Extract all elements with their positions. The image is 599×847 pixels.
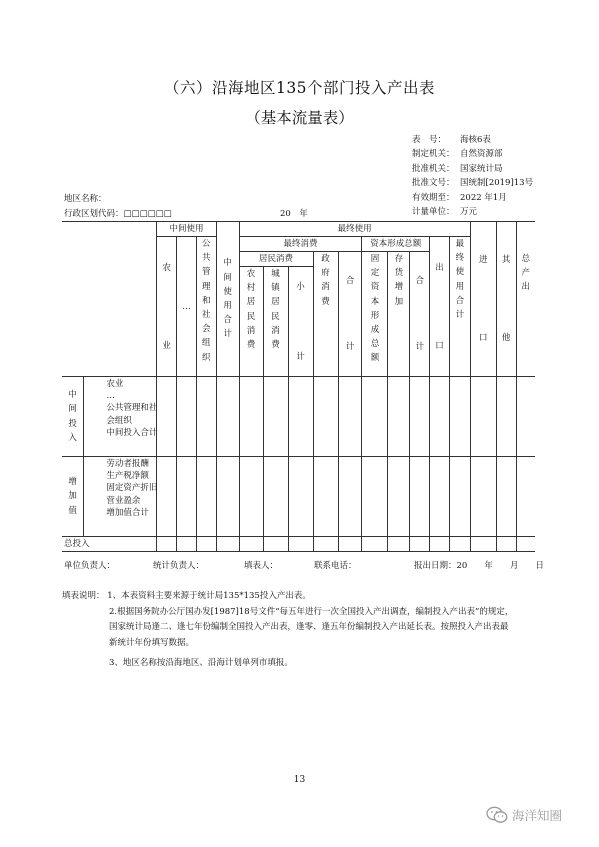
admin-code-label: 行政区划代码：□□□□□□	[64, 209, 172, 219]
note-line-1: 填表说明： 1、本表资料主要来源于统计局135*135投入产出表。	[62, 591, 311, 601]
header-import: 进 口	[470, 222, 496, 377]
table-subtitle: （基本流量表）	[245, 109, 354, 127]
form-metadata	[412, 133, 533, 219]
signature-report-date: 报出日期：20 年 月 日	[414, 561, 544, 571]
header-household-subtotal: 小 计	[288, 267, 313, 377]
header-total-output: 总产出	[516, 222, 535, 377]
header-fixed-capital: 固定资本形成总额	[362, 252, 388, 377]
header-rural-consumption: 农村居民消费	[239, 267, 263, 377]
watermark	[486, 806, 562, 824]
row-labels-intermediate: 农业 … 公共管理和社 会组织 中间投入合计	[84, 377, 157, 457]
header-agriculture: 农 业	[157, 237, 177, 377]
meta-approving-authority: 批准机关： 国家统计局	[412, 163, 503, 174]
note-line-2: 2.根据国务院办公厅国办发[1987]18号文件“每五年进行一次全国投入产出调查，编制投入产出表”的规定，	[109, 606, 514, 617]
header-inventory: 存货增加	[388, 252, 410, 377]
signature-unit-head: 单位负责人：	[64, 561, 116, 571]
header-final-consumption: 最终消费	[239, 237, 362, 252]
row-total-input: 总投入	[62, 537, 157, 552]
signature-stat-head: 统计负责人：	[153, 561, 205, 571]
header-consumption-total: 合 计	[338, 252, 362, 377]
meta-approval-number: 批准文号： 国统制[2019]13号	[412, 178, 534, 189]
header-capital-total: 合 计	[410, 252, 430, 377]
table-title: （六）沿海地区135个部门投入产出表	[163, 79, 436, 97]
header-public-management: 公共管理和社会组织	[196, 237, 216, 377]
header-intermediate-use-total: 中间使用合计	[216, 222, 239, 377]
row-group-value-added: 增加值	[62, 457, 84, 537]
meta-table-number: 表 号： 海核6表	[412, 135, 491, 145]
header-ellipsis: …	[177, 237, 197, 377]
watermark-text: 海洋知圈	[512, 808, 563, 823]
note-line-5: 3、地区名称按沿海地区、沿海计划单列市填报。	[109, 658, 293, 669]
input-output-table	[62, 221, 535, 552]
header-final-use-total: 最终使用合计	[449, 237, 470, 377]
header-final-use: 最终使用	[239, 222, 470, 237]
note-line-4: 新统计年份填写数据。	[109, 637, 195, 648]
filling-instructions	[62, 589, 552, 672]
signature-phone: 联系电话：	[314, 561, 357, 571]
year-label: 20 年	[280, 209, 308, 219]
header-intermediate-use: 中间使用	[157, 222, 216, 237]
header-export: 出 口	[430, 237, 450, 377]
header-government-consumption: 政府消费	[313, 252, 338, 377]
region-name-label: 地区名称：	[64, 194, 107, 204]
signature-filler: 填表人：	[244, 561, 279, 571]
meta-unit: 计量单位： 万元	[412, 207, 478, 218]
page-number: 13	[293, 775, 306, 785]
header-urban-consumption: 城镇居民消费	[263, 267, 288, 377]
note-line-3: 国家统计局逢二、逢七年份编制全国投入产出表，逢零、逢五年份编制投入产出延长表。按照投入产出表最	[109, 622, 509, 633]
header-other: 其 他	[496, 222, 516, 377]
row-labels-value-added: 劳动者报酬 生产税净额 固定资产折旧 营业盈余 增加值合计	[84, 457, 157, 537]
header-capital-formation: 资本形成总额	[362, 237, 430, 252]
header-household-consumption: 居民消费	[239, 252, 313, 267]
wechat-icon	[486, 806, 508, 824]
meta-issuing-authority: 制定机关： 自然资源部	[412, 149, 503, 160]
row-group-intermediate-input: 中间投入	[62, 377, 84, 457]
meta-valid-until: 有效期至： 2022 年1月	[412, 192, 507, 203]
corner-cell	[62, 222, 157, 377]
